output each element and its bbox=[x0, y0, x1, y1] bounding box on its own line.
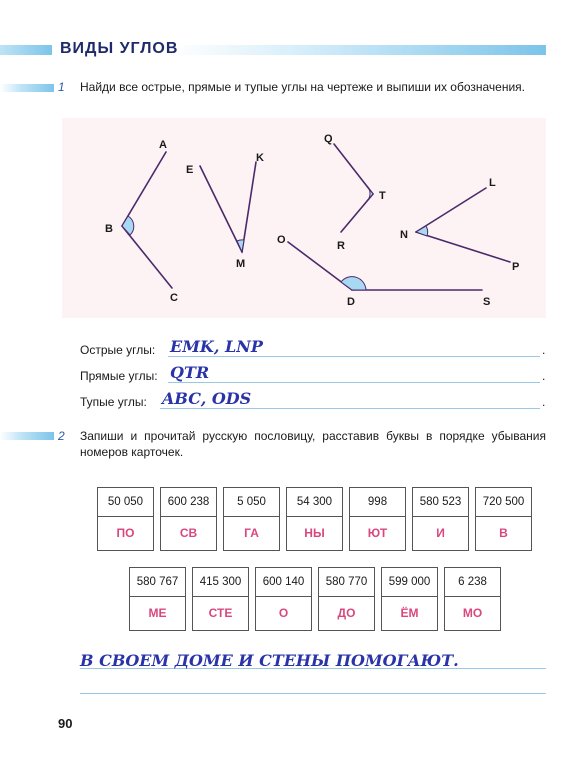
ray-nl bbox=[416, 188, 486, 232]
point-label-n: N bbox=[400, 229, 408, 241]
card-6 bbox=[412, 487, 469, 551]
card-syllable: ГА bbox=[244, 526, 259, 540]
point-label-m: M bbox=[236, 258, 246, 270]
card-syllable: МО bbox=[462, 606, 483, 620]
point-label-s: S bbox=[483, 296, 491, 308]
point-label-b: B bbox=[105, 223, 113, 235]
card-8 bbox=[129, 567, 186, 631]
acute-angles-period: . bbox=[542, 343, 546, 357]
card-syllable: МЕ bbox=[148, 606, 167, 620]
ray-mk bbox=[242, 162, 256, 252]
task-2-text: Запиши и прочитай русскую пословицу, расставив буквы в порядке убывания номеров карточек. bbox=[80, 429, 546, 459]
card-2 bbox=[160, 487, 217, 551]
card-4 bbox=[286, 487, 343, 551]
card-1 bbox=[97, 487, 154, 551]
angles-drawing bbox=[62, 118, 546, 318]
page-number: 90 bbox=[58, 716, 73, 731]
proverb-line-2 bbox=[80, 693, 546, 694]
card-number: 600 238 bbox=[161, 488, 216, 517]
task-1-marker bbox=[0, 84, 54, 92]
card-number: 50 050 bbox=[98, 488, 153, 517]
card-syllable: И bbox=[436, 526, 445, 540]
card-syllable: ПО bbox=[116, 526, 135, 540]
point-label-t: T bbox=[379, 190, 386, 202]
card-syllable: СТЕ bbox=[208, 606, 233, 620]
right-angles-label: Прямые углы: bbox=[80, 369, 158, 383]
card-number: 6 238 bbox=[445, 568, 500, 597]
task-1-number: 1 bbox=[58, 80, 65, 94]
point-label-q: Q bbox=[324, 133, 333, 145]
point-label-c: C bbox=[170, 292, 178, 304]
point-label-a: A bbox=[159, 139, 167, 151]
task-1-text: Найди все острые, прямые и тупые углы на чертеже и выпиши их обозначения. bbox=[80, 80, 525, 94]
card-12 bbox=[381, 567, 438, 631]
right-angles-line bbox=[168, 382, 540, 383]
obtuse-angles-answer: ABC, ODS bbox=[162, 389, 252, 408]
card-syllable: О bbox=[278, 606, 289, 620]
card-9 bbox=[192, 567, 249, 631]
right-angles-answer: QTR bbox=[170, 363, 210, 382]
point-label-e: E bbox=[186, 164, 194, 176]
ray-me bbox=[200, 166, 242, 252]
acute-angles-label: Острые углы: bbox=[80, 343, 156, 357]
angle-mark-ods bbox=[341, 277, 366, 290]
task-2-number: 2 bbox=[58, 429, 65, 443]
point-label-l: L bbox=[489, 177, 496, 189]
card-3 bbox=[223, 487, 280, 551]
card-syllable: ДО bbox=[337, 606, 356, 620]
ray-bc bbox=[122, 226, 172, 288]
acute-angles-answer: EMK, LNP bbox=[170, 337, 263, 356]
point-label-k: K bbox=[256, 152, 264, 164]
card-syllable: СВ bbox=[179, 526, 198, 540]
card-number: 5 050 bbox=[224, 488, 279, 517]
obtuse-angles-period: . bbox=[542, 395, 546, 409]
card-number: 600 140 bbox=[256, 568, 311, 597]
ray-np bbox=[416, 232, 510, 262]
card-number: 580 770 bbox=[319, 568, 374, 597]
card-syllable: ЮТ bbox=[367, 526, 388, 540]
card-number: 720 500 bbox=[476, 488, 531, 517]
card-syllable: ЁМ bbox=[400, 606, 419, 620]
card-13 bbox=[444, 567, 501, 631]
right-angles-period: . bbox=[542, 369, 546, 383]
point-label-r: R bbox=[337, 240, 345, 252]
section-title: ВИДЫ УГЛОВ bbox=[60, 40, 179, 57]
card-5 bbox=[349, 487, 406, 551]
task-2-marker bbox=[0, 432, 54, 440]
obtuse-angles-line bbox=[160, 408, 540, 409]
card-number: 599 000 bbox=[382, 568, 437, 597]
card-number: 580 767 bbox=[130, 568, 185, 597]
card-syllable: НЫ bbox=[304, 526, 325, 540]
point-label-d: D bbox=[347, 296, 355, 308]
card-number: 580 523 bbox=[413, 488, 468, 517]
card-number: 415 300 bbox=[193, 568, 248, 597]
card-11 bbox=[318, 567, 375, 631]
angles-svg bbox=[62, 118, 546, 318]
header-accent-bar-left bbox=[0, 45, 52, 55]
card-number: 998 bbox=[350, 488, 405, 517]
point-label-o: O bbox=[277, 234, 286, 246]
card-7 bbox=[475, 487, 532, 551]
ray-ba bbox=[122, 152, 166, 226]
angle-mark-abc bbox=[122, 216, 134, 235]
header-accent-bar-right bbox=[170, 45, 546, 55]
obtuse-angles-label: Тупые углы: bbox=[80, 395, 147, 409]
card-10 bbox=[255, 567, 312, 631]
card-number: 54 300 bbox=[287, 488, 342, 517]
card-syllable: В bbox=[499, 526, 508, 540]
proverb-answer: В СВОЕМ ДОМЕ И СТЕНЫ ПОМОГАЮТ. bbox=[80, 651, 459, 670]
point-label-p: P bbox=[512, 261, 520, 273]
acute-angles-line bbox=[168, 356, 540, 357]
